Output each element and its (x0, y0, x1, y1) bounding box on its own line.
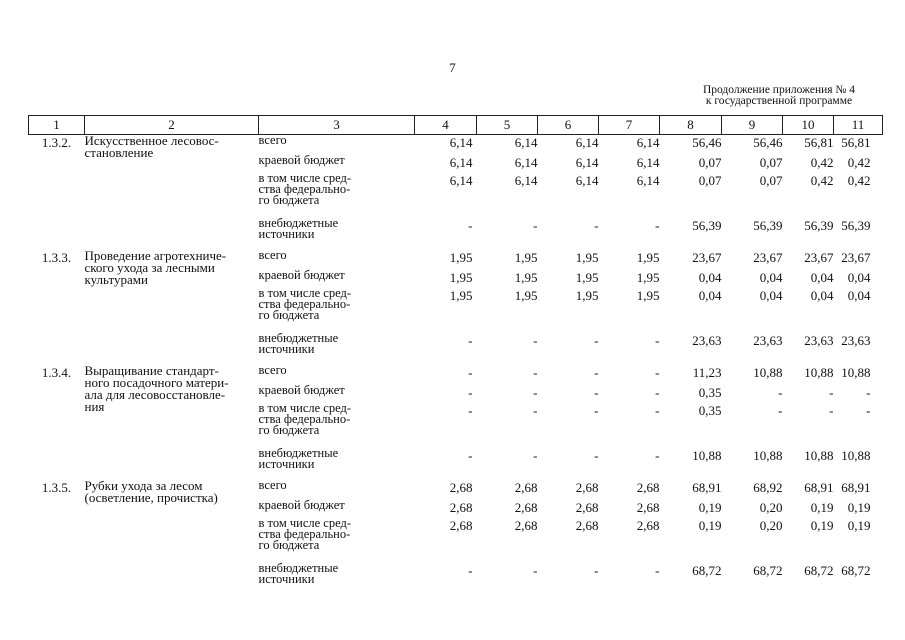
source-label-line: всего (258, 133, 287, 147)
value-cell: 2,68 (636, 499, 660, 515)
row-name-line: ния (84, 398, 105, 414)
value-cell: - (533, 217, 538, 233)
row-number: 1.3.2. (41, 135, 72, 150)
source-label (258, 330, 415, 365)
source-label-line: всего (258, 247, 287, 262)
value-cell: 68,72 (692, 562, 722, 578)
value-cell: 23,63 (753, 332, 783, 348)
value-cell: 1,95 (449, 287, 473, 303)
source-label-line: ства федерально- (258, 296, 351, 311)
value-cell: 0,19 (698, 517, 722, 533)
value-cell: 0,19 (698, 499, 722, 515)
value-cell: 23,63 (841, 332, 871, 348)
value-cell: 0,04 (847, 287, 871, 303)
value-cell: 6,14 (514, 135, 538, 150)
value-cell: 1,95 (636, 269, 660, 285)
source-label (258, 477, 415, 500)
value-cell: 2,68 (514, 499, 538, 515)
source-label-line: внебюджетные (258, 330, 339, 345)
source-label (258, 497, 415, 518)
row-name (85, 135, 259, 250)
page-number: 7 (449, 60, 456, 75)
value-cell: 0,19 (810, 499, 834, 515)
table-row (29, 480, 883, 500)
value-cell: 2,68 (449, 499, 473, 515)
source-label-line: ства федерально- (258, 411, 351, 426)
value-cell: 68,91 (804, 479, 834, 495)
value-cell: - (655, 217, 660, 233)
value-cell: 6,14 (575, 172, 599, 188)
row-number: 1.3.5. (41, 479, 72, 495)
row-name-line: Выращивание стандарт- (84, 362, 219, 378)
value-cell: 1,95 (514, 249, 538, 265)
value-cell: 1,95 (575, 249, 599, 265)
source-label (258, 152, 415, 173)
value-cell: - (829, 402, 834, 418)
value-cell: - (533, 447, 538, 463)
value-cell: 0,07 (759, 172, 783, 188)
value-cell: 0,04 (810, 269, 834, 285)
value-cell: - (594, 332, 599, 348)
header-cell: 2 (85, 116, 259, 135)
value-cell: 0,07 (759, 154, 783, 170)
value-cell: 56,46 (692, 135, 722, 150)
value-cell: 0,35 (698, 402, 722, 418)
value-cell: 6,14 (449, 135, 473, 150)
value-cell: 2,68 (575, 517, 599, 533)
value-cell: - (594, 384, 599, 400)
value-cell: - (778, 384, 783, 400)
value-cell: - (594, 447, 599, 463)
appendix-table (28, 115, 883, 595)
table-row (29, 135, 883, 155)
value-cell: - (829, 384, 834, 400)
continuation-line-1: Продолжение приложения № 4 (702, 84, 856, 96)
value-cell: - (594, 217, 599, 233)
value-cell: 23,67 (753, 249, 783, 265)
value-cell: - (778, 402, 783, 418)
source-label-line: источники (258, 341, 315, 356)
value-cell: 1,95 (514, 287, 538, 303)
source-label-line: внебюджетные (258, 445, 339, 460)
value-cell: 0,19 (810, 517, 834, 533)
value-cell: 0,20 (759, 517, 783, 533)
value-cell: 0,19 (847, 499, 871, 515)
value-cell: 68,72 (753, 562, 783, 578)
source-label-line: всего (258, 477, 287, 492)
header-cell: 7 (599, 116, 660, 135)
value-cell: - (468, 402, 473, 418)
value-cell: 2,68 (514, 517, 538, 533)
row-name-line: ала для лесовосстановле- (84, 386, 226, 402)
value-cell: 6,14 (575, 135, 599, 150)
source-label-line: в том числе сред- (258, 515, 352, 530)
value-cell: 68,92 (753, 479, 783, 495)
value-cell: 0,42 (810, 154, 834, 170)
source-label-line: го бюджета (258, 537, 320, 552)
value-cell: 1,95 (575, 269, 599, 285)
value-cell: 0,07 (698, 154, 722, 170)
source-label (258, 382, 415, 403)
continuation-line-2: к государственной программе (705, 95, 853, 107)
value-cell: 68,91 (841, 479, 871, 495)
value-cell: 1,95 (575, 287, 599, 303)
value-cell: - (655, 332, 660, 348)
value-cell: 23,67 (692, 249, 722, 265)
value-cell: 2,68 (636, 479, 660, 495)
value-cell: 23,67 (841, 249, 871, 265)
row-name-line: Проведение агротехниче- (84, 247, 227, 263)
value-cell: 6,14 (514, 154, 538, 170)
row-name-line: Искусственное лесовос- (84, 133, 219, 148)
source-label-line: краевой бюджет (258, 382, 345, 397)
value-cell: 6,14 (636, 135, 660, 150)
header-cell: 6 (538, 116, 599, 135)
source-label (258, 285, 415, 333)
value-cell: - (468, 217, 473, 233)
value-cell: 2,68 (449, 479, 473, 495)
value-cell: - (866, 384, 871, 400)
value-cell: 6,14 (514, 172, 538, 188)
value-cell: 6,14 (449, 154, 473, 170)
header-cell: 11 (834, 116, 883, 135)
value-cell: 10,88 (804, 447, 834, 463)
source-label-line: источники (258, 226, 315, 241)
value-cell: - (655, 402, 660, 418)
value-cell: - (468, 447, 473, 463)
row-name-line: (осветление, прочистка) (84, 489, 218, 505)
header-cell: 8 (660, 116, 722, 135)
source-label-line: го бюджета (258, 307, 320, 322)
value-cell: 23,63 (692, 332, 722, 348)
source-label (258, 560, 415, 595)
source-label-line: внебюджетные (258, 560, 339, 575)
value-cell: 2,68 (636, 517, 660, 533)
source-label-line: го бюджета (258, 192, 320, 207)
value-cell: 0,04 (698, 269, 722, 285)
value-cell: 68,72 (804, 562, 834, 578)
value-cell: 6,14 (575, 154, 599, 170)
value-cell: 10,88 (753, 364, 783, 380)
header-row (29, 116, 883, 135)
source-label-line: внебюджетные (258, 215, 339, 230)
value-cell: - (655, 562, 660, 578)
source-label-line: в том числе сред- (258, 285, 352, 300)
row-name (84, 362, 259, 480)
header-cell: 3 (259, 116, 415, 135)
row-name-line: становление (84, 145, 154, 160)
value-cell: 0,19 (847, 517, 871, 533)
value-cell: 0,42 (847, 172, 871, 188)
source-label (259, 135, 415, 155)
value-cell: - (866, 402, 871, 418)
row-number: 1.3.3. (41, 249, 72, 265)
value-cell: 23,67 (804, 249, 834, 265)
table-body (29, 135, 883, 595)
value-cell: 56,46 (753, 135, 783, 150)
source-label-line: краевой бюджет (258, 267, 345, 282)
value-cell: 1,95 (449, 269, 473, 285)
source-label (258, 400, 415, 448)
value-cell: - (468, 332, 473, 348)
value-cell: 0,04 (759, 287, 783, 303)
value-cell: - (594, 402, 599, 418)
value-cell: 56,39 (804, 217, 834, 233)
value-cell: 0,42 (810, 172, 834, 188)
header-cell: 10 (783, 116, 834, 135)
value-cell: 0,35 (698, 384, 722, 400)
header-cell: 4 (415, 116, 477, 135)
value-cell: - (533, 402, 538, 418)
value-cell: - (533, 364, 538, 380)
value-cell: - (655, 447, 660, 463)
header-cell: 9 (722, 116, 783, 135)
value-cell: 0,04 (698, 287, 722, 303)
row-name-line: Рубки ухода за лесом (84, 477, 203, 493)
value-cell: 10,88 (753, 447, 783, 463)
source-label-line: источники (258, 571, 315, 586)
source-label-line: в том числе сред- (258, 170, 352, 185)
value-cell: - (468, 384, 473, 400)
value-cell: - (533, 384, 538, 400)
source-label-line: го бюджета (258, 422, 320, 437)
value-cell: 56,39 (841, 217, 871, 233)
table-row (29, 250, 883, 270)
row-name-line: ного посадочного матери- (84, 374, 229, 390)
value-cell: - (468, 364, 473, 380)
value-cell: 2,68 (514, 479, 538, 495)
value-cell: 0,20 (759, 499, 783, 515)
value-cell: 56,81 (841, 135, 871, 150)
source-label (258, 267, 415, 288)
value-cell: - (533, 562, 538, 578)
source-label-line: в том числе сред- (258, 400, 352, 415)
value-cell: 56,39 (753, 217, 783, 233)
value-cell: 6,14 (449, 172, 473, 188)
source-label (258, 247, 415, 270)
source-label-line: всего (258, 362, 287, 377)
header-cell: 5 (477, 116, 538, 135)
value-cell: 6,14 (636, 172, 660, 188)
value-cell: 1,95 (636, 249, 660, 265)
value-cell: - (468, 562, 473, 578)
source-label (258, 362, 415, 385)
row-name (84, 247, 259, 365)
value-cell: 68,72 (841, 562, 871, 578)
value-cell: 56,81 (804, 135, 834, 150)
value-cell: 0,04 (847, 269, 871, 285)
source-label-line: краевой бюджет (258, 152, 345, 167)
value-cell: 1,95 (449, 249, 473, 265)
row-name-line: ского ухода за лесными (84, 259, 215, 275)
value-cell: - (655, 384, 660, 400)
value-cell: 1,95 (514, 269, 538, 285)
header-cell: 1 (29, 116, 85, 135)
value-cell: 11,23 (692, 364, 722, 380)
value-cell: 2,68 (449, 517, 473, 533)
row-name (84, 477, 259, 595)
source-label (258, 215, 415, 250)
source-label (258, 515, 415, 563)
source-label (258, 445, 415, 480)
value-cell: 68,91 (692, 479, 722, 495)
continuation-note (690, 85, 868, 107)
row-name-line: культурами (84, 271, 148, 287)
value-cell: 0,04 (810, 287, 834, 303)
value-cell: - (594, 364, 599, 380)
value-cell: 0,42 (847, 154, 871, 170)
row-number: 1.3.4. (41, 364, 72, 380)
source-label-line: ства федерально- (258, 526, 351, 541)
table-row (29, 365, 883, 385)
value-cell: 10,88 (841, 364, 871, 380)
value-cell: - (533, 332, 538, 348)
value-cell: 0,04 (759, 269, 783, 285)
value-cell: 10,88 (804, 364, 834, 380)
value-cell: 23,63 (804, 332, 834, 348)
value-cell: - (594, 562, 599, 578)
source-label-line: источники (258, 456, 315, 471)
value-cell: 1,95 (636, 287, 660, 303)
value-cell: 10,88 (692, 447, 722, 463)
source-label-line: ства федерально- (258, 181, 351, 196)
source-label-line: краевой бюджет (258, 497, 345, 512)
source-label (258, 170, 415, 218)
value-cell: 6,14 (636, 154, 660, 170)
value-cell: 2,68 (575, 479, 599, 495)
value-cell: - (655, 364, 660, 380)
value-cell: 56,39 (692, 217, 722, 233)
value-cell: 2,68 (575, 499, 599, 515)
value-cell: 0,07 (698, 172, 722, 188)
value-cell: 10,88 (841, 447, 871, 463)
